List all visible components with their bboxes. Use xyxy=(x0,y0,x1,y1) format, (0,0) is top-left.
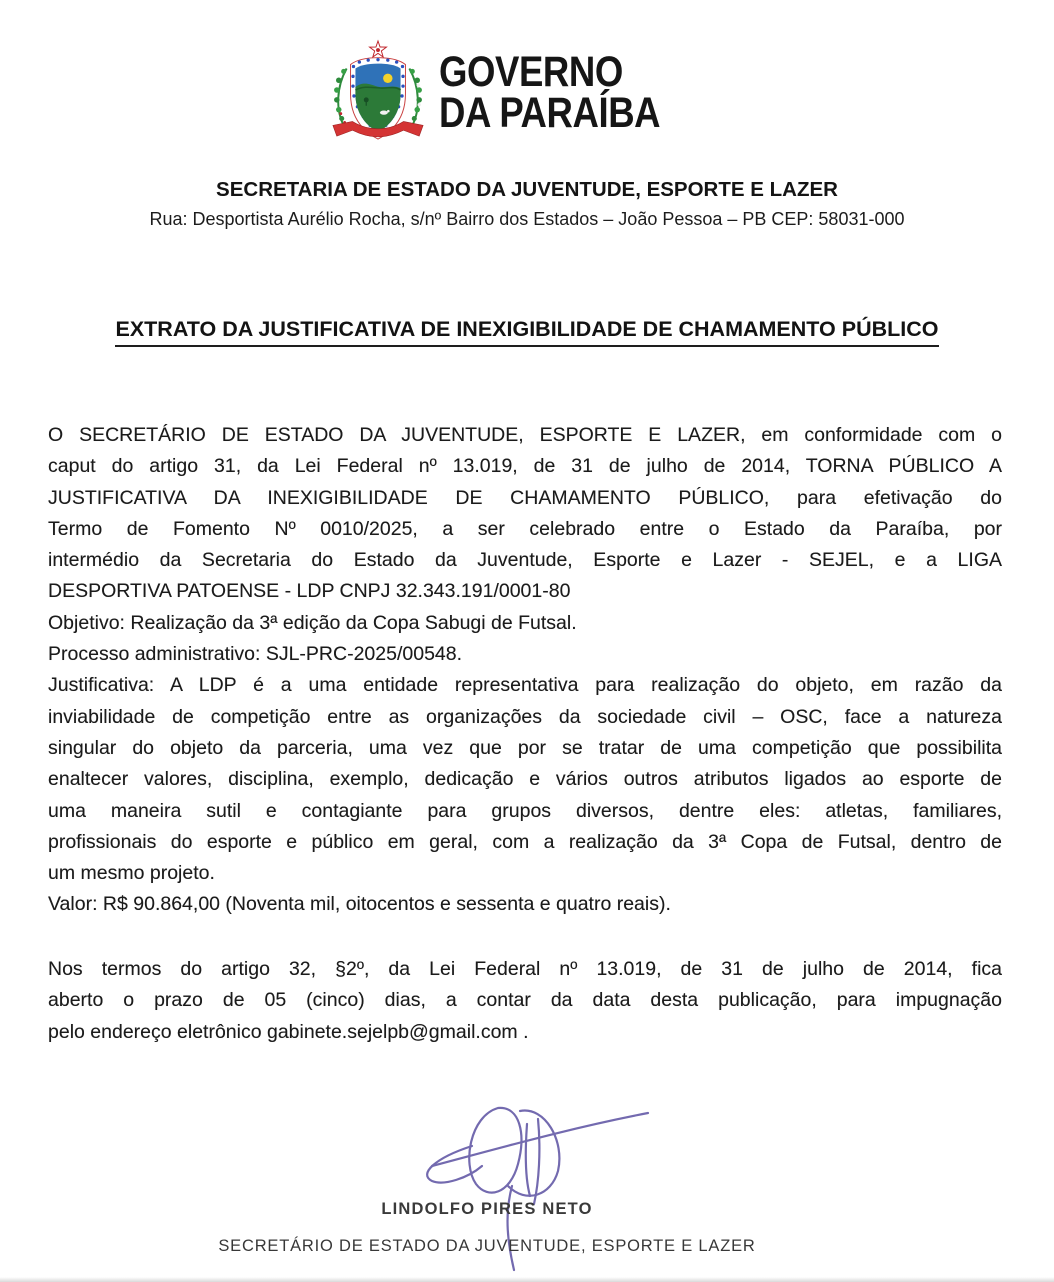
document-text-line: Processo administrativo: SJL-PRC-2025/00548. xyxy=(48,643,463,666)
signer-role: SECRETÁRIO DE ESTADO DA JUVENTUDE, ESPORTE E LAZER xyxy=(218,1237,756,1255)
document-text-line: O SECRETÁRIO DE ESTADO DA JUVENTUDE, ESPORTE E LAZER, em conformidade com o xyxy=(48,424,1002,446)
document-text-line: JUSTIFICATIVA DA INEXIGIBILIDADE DE CHAMAMENTO PÚBLICO, para efetivação do xyxy=(48,486,1002,509)
document-title-text: EXTRATO DA JUSTIFICATIVA DE INEXIGIBILIDADE DE CHAMAMENTO PÚBLICO xyxy=(115,317,938,347)
justification-paragraph xyxy=(48,420,1002,921)
document-text-line: Termo de Fomento Nº 0010/2025, a ser celebrado entre o Estado da Paraíba, por xyxy=(48,517,1002,540)
document-text-line: um mesmo projeto. xyxy=(48,862,215,885)
document-text-line: enaltecer valores, disciplina, exemplo, dedicação e vários outros atributos ligados ao esporte de xyxy=(48,768,1002,791)
government-wordmark xyxy=(438,48,699,137)
secretariat-name: SECRETARIA DE ESTADO DA JUVENTUDE, ESPORTE E LAZER xyxy=(216,178,838,201)
deadline-paragraph xyxy=(48,954,1002,1048)
document-text-line: caput do artigo 31, da Lei Federal nº 13.019, de 31 de julho de 2014, TORNA PÚBLICO A xyxy=(48,455,1002,478)
secretariat-address: Rua: Desportista Aurélio Rocha, s/nº Bairro dos Estados – João Pessoa – PB CEP: 58031-000 xyxy=(149,209,905,229)
document-text-line: aberto o prazo de 05 (cinco) dias, a contar da data desta publicação, para impugnação xyxy=(48,989,1002,1012)
document-text-line: intermédio da Secretaria do Estado da Juventude, Esporte e Lazer - SEJEL, e a LIGA xyxy=(48,549,1002,572)
document-text-line: Objetivo: Realização da 3ª edição da Copa Sabugi de Futsal. xyxy=(48,611,577,634)
document-text-line: profissionais do esporte e público em geral, com a realização da 3ª Copa de Futsal, dentro de xyxy=(48,830,1002,853)
paraiba-coat-of-arms-icon xyxy=(327,38,429,148)
document-text-line: pelo endereço eletrônico gabinete.sejelpb@gmail.com . xyxy=(48,1020,529,1043)
signer-name: LINDOLFO PIRES NETO xyxy=(381,1200,593,1218)
document-text-line: Valor: R$ 90.864,00 (Noventa mil, oitocentos e sessenta e quatro reais). xyxy=(48,893,671,916)
document-title xyxy=(0,317,1054,342)
document-text-line: DESPORTIVA PATOENSE - LDP CNPJ 32.343.191/0001-80 xyxy=(48,580,571,603)
scan-edge-shadow xyxy=(0,1277,1054,1282)
wordmark-line2: DA PARAÍBA xyxy=(438,89,661,137)
government-logo xyxy=(0,38,1040,148)
document-text-line: inviabilidade de competição entre as organizações da sociedade civil – OSC, face a natureza xyxy=(48,705,1002,728)
document-text-line: uma maneira sutil e contagiante para grupos diversos, dentre eles: atletas, familiares, xyxy=(48,799,1002,822)
wordmark-line1: GOVERNO xyxy=(438,48,623,96)
document-text-line: singular do objeto da parceria, uma vez que por se tratar de uma competição que possibilita xyxy=(48,736,1002,759)
document-text-line: Justificativa: A LDP é a uma entidade representativa para realização do objeto, em razão da xyxy=(48,674,1002,697)
document-text-line: Nos termos do artigo 32, §2º, da Lei Federal nº 13.019, de 31 de julho de 2014, fica xyxy=(48,958,1002,980)
